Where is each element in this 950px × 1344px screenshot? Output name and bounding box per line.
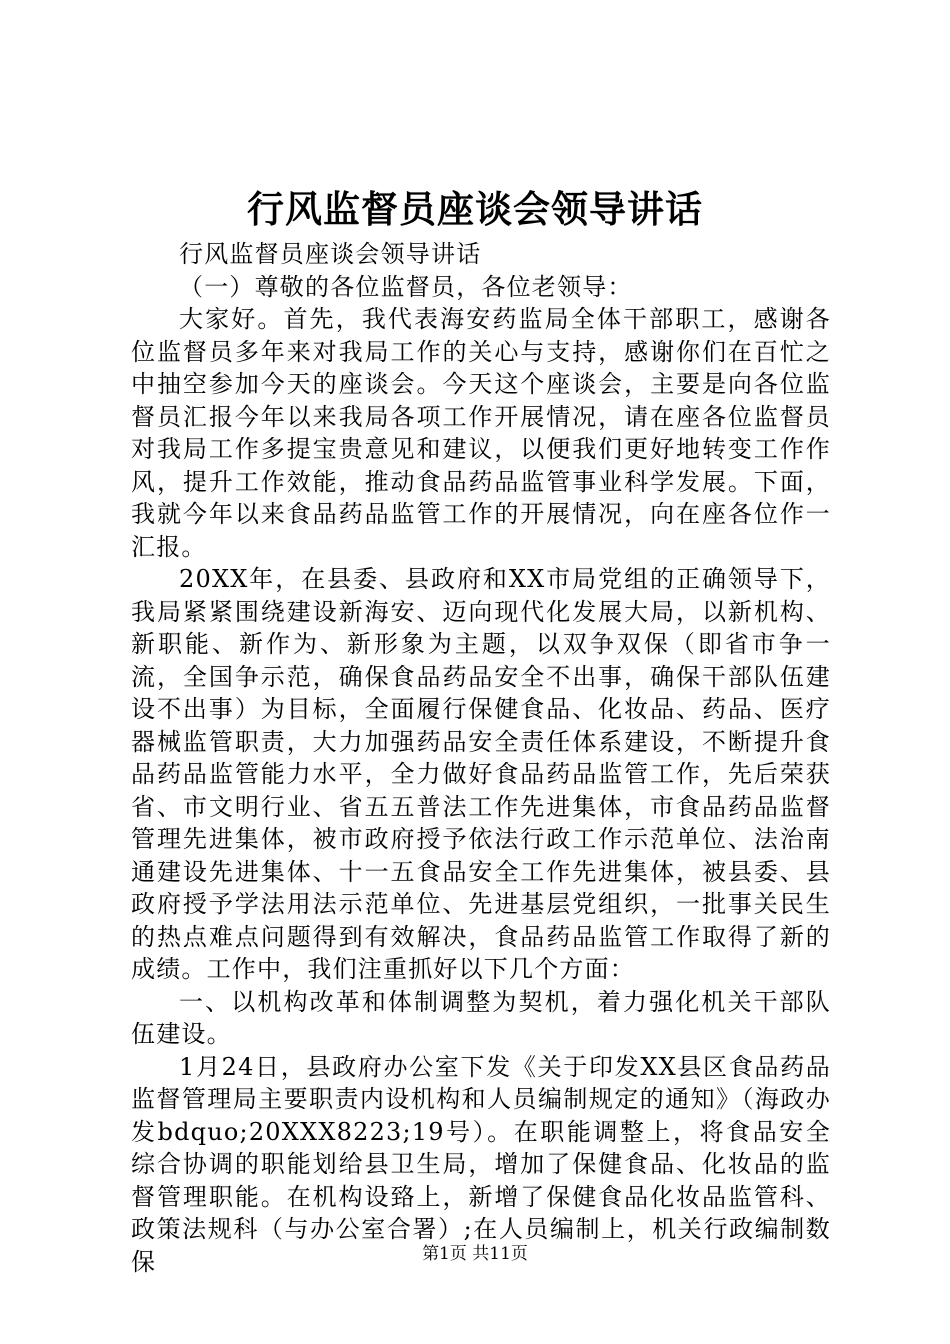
page-number-footer: 第1页 共11页 — [422, 1244, 528, 1264]
paragraph-summary: 20XX年，在县委、县政府和XX市局党组的正确领导下，我局紧紧围绕建设新海安、迈向现代化发展大局，以新机构、新职能、新作为、新形象为主题，以双争双保（即省市争一流，全国争示范，确保食品药品安全不出事，确保干部队伍建设不出事）为目标，全面履行保健食品、化妆品、药品、医疗器械监管职责，大力加强药品安全责任体系建设，不断提升食品药品监管能力水平，全力做好食品药品监管工作，先后荣获省、市文明行业、省五五普法工作先进集体，市食品药品监督管理先进集体，被市政府授予依法行政工作示范单位、法治南通建设先进集体、十一五食品安全工作先进集体，被县委、县政府授予学法用法示范单位、先进基层党组织，一批事关民生的热点难点问题得到有效解决，食品药品监管工作取得了新的成绩。工作中，我们注重抓好以下几个方面： — [131, 565, 831, 983]
paragraph-subtitle: 行风监督员座谈会领导讲话 — [179, 240, 482, 268]
document-title: 行风监督员座谈会领导讲话 — [247, 187, 703, 231]
document-body — [131, 238, 831, 1278]
paragraph-notice: 1月24日，县政府办公室下发《关于印发XX县区食品药品监督管理局主要职责内设机构和人员编制规定的通知》（海政办发bdquo;20XXX8223;19号）。在职能调整上，将食品安全综合协调的职能划给县卫生局，增加了保健食品、化妆品的监督管理职能。在机构设臵上，新增了保健食品化妆品监管科、政策法规科（与办公室合署）;在人员编制上，机关行政编制数保 — [131, 1052, 831, 1276]
paragraph-section-heading: 一、以机构改革和体制调整为契机，着力强化机关干部队伍建设。 — [131, 987, 831, 1048]
paragraph-opening: 大家好。首先，我代表海安药监局全体干部职工，感谢各位监督员多年来对我局工作的关心与支持，感谢你们在百忙之中抽空参加今天的座谈会。今天这个座谈会，主要是向各位监督员汇报今年以来我局各项工作开展情况，请在座各位监督员对我局工作多提宝贵意见和建议，以便我们更好地转变工作作风，提升工作效能，推动食品药品监管事业科学发展。下面，我就今年以来食品药品监管工作的开展情况，向在座各位作一汇报。 — [131, 305, 831, 561]
paragraph-salutation: （一）尊敬的各位监督员，各位老领导： — [179, 272, 633, 301]
